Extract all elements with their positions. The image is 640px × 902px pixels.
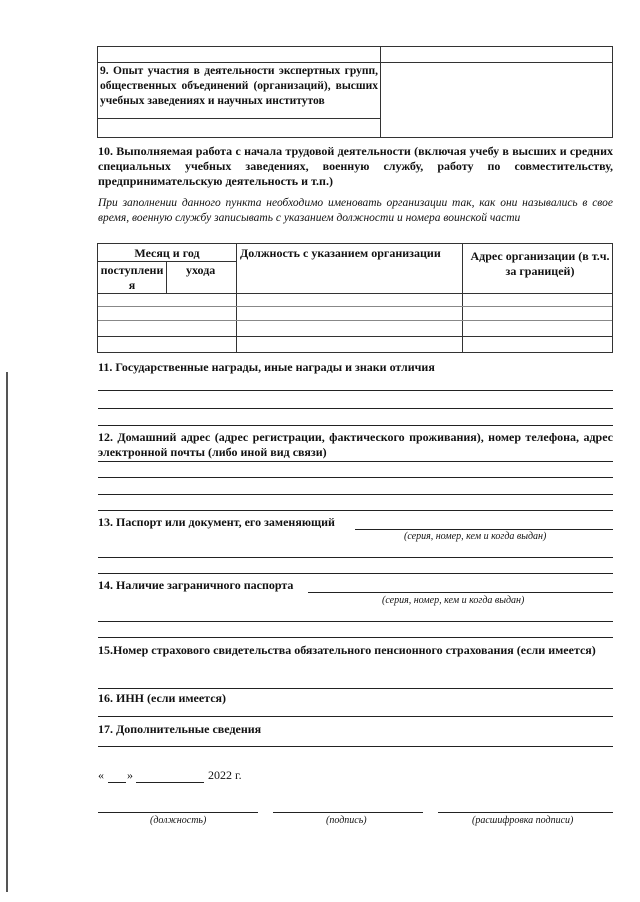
scan-edge-mark	[6, 372, 8, 892]
fill-line[interactable]	[98, 621, 613, 622]
date-open-quote: «	[98, 768, 104, 782]
col-start: поступления	[100, 263, 164, 292]
decode-field[interactable]	[438, 812, 613, 813]
section13-title: 13. Паспорт или документ, его заменяющий	[98, 515, 335, 529]
fill-line[interactable]	[98, 637, 613, 638]
day-field[interactable]	[108, 782, 126, 783]
decode-caption: (расшифровка подписи)	[472, 815, 574, 826]
section10-title: 10. Выполняемая работа с начала трудовой деятельности (включая учебу в высших и средних специальных учебных заведениях, военную службу, работу по совместительству, предпринимательскую деятельность и т.п.)	[98, 144, 613, 188]
signature-caption: (подпись)	[326, 815, 367, 826]
col-month-year: Месяц и год	[134, 246, 200, 260]
table-divider	[98, 293, 612, 294]
table-row	[98, 320, 612, 321]
col-end: ухода	[186, 263, 216, 277]
month-field[interactable]	[136, 782, 204, 783]
section12-title: 12. Домашний адрес (адрес регистрации, фактического проживания), номер телефона, адрес электронной почты (либо иной вид связи)	[98, 430, 613, 459]
fill-line[interactable]	[98, 461, 613, 462]
table-divider	[380, 47, 381, 137]
fill-line[interactable]	[98, 425, 613, 426]
section17-title: 17. Дополнительные сведения	[98, 722, 262, 736]
fill-line[interactable]	[98, 510, 613, 511]
fill-line[interactable]	[308, 592, 613, 593]
section16-title: 16. ИНН (если имеется)	[98, 691, 227, 705]
fill-line[interactable]	[98, 494, 613, 495]
fill-line[interactable]	[98, 390, 613, 391]
date-close-quote: »	[127, 768, 133, 782]
section14-hint: (серия, номер, кем и когда выдан)	[382, 595, 525, 606]
position-field[interactable]	[98, 812, 258, 813]
experience-table	[97, 46, 613, 138]
table-row	[98, 336, 612, 337]
fill-line[interactable]	[98, 573, 613, 574]
work-history-table	[97, 243, 613, 353]
position-caption: (должность)	[150, 815, 207, 826]
table-divider	[98, 62, 612, 63]
fill-line[interactable]	[355, 529, 613, 530]
fill-line[interactable]	[98, 716, 613, 717]
col-position: Должность с указанием организации	[240, 246, 441, 260]
section11-title: 11. Государственные награды, иные награды и знаки отличия	[98, 360, 435, 374]
section14-title: 14. Наличие заграничного паспорта	[98, 578, 294, 592]
fill-line[interactable]	[98, 746, 613, 747]
table-divider	[98, 118, 380, 119]
section15-title: 15.Номер страхового свидетельства обязательного пенсионного страхования (если имеется)	[98, 643, 596, 657]
fill-line[interactable]	[98, 688, 613, 689]
section10-note: При заполнении данного пункта необходимо именовать организации так, как они назывались в свое время, военную службу записывать с указанием должности и номера воинской части	[98, 197, 613, 224]
table-row	[98, 306, 612, 307]
table-divider	[98, 261, 236, 262]
section13-hint: (серия, номер, кем и когда выдан)	[404, 531, 547, 542]
signature-field[interactable]	[273, 812, 423, 813]
section9-label: 9. Опыт участия в деятельности экспертных групп, общественных объединений (организаций), высших учебных заведениях и научных институтов	[100, 65, 378, 107]
col-address: Адрес организации (в т.ч. за границей)	[470, 249, 610, 278]
date-year: 2022 г.	[208, 768, 242, 782]
table-divider	[166, 261, 167, 293]
fill-line[interactable]	[98, 557, 613, 558]
fill-line[interactable]	[98, 408, 613, 409]
fill-line[interactable]	[98, 477, 613, 478]
